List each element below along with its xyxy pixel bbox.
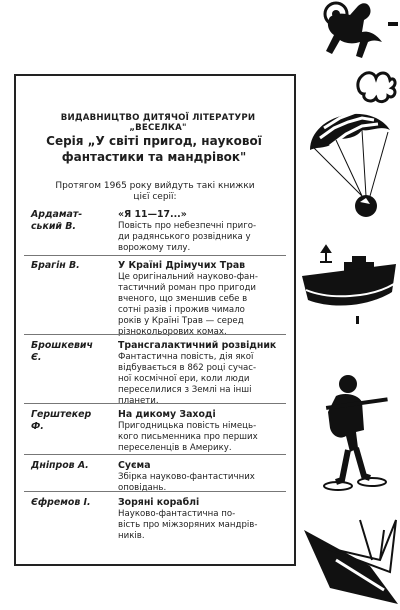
- book-author: [31, 460, 101, 472]
- desc-line: відбувається в 862 році сучас-: [118, 363, 257, 373]
- book-description: [118, 352, 288, 407]
- book-title: У Країні Дрімучих Трав: [118, 260, 246, 271]
- desc-line: Науково-фантастична по-: [118, 509, 236, 519]
- margin-illustrations: [300, 0, 400, 610]
- intro-text: [40, 181, 270, 203]
- book-author: [31, 409, 101, 433]
- desc-line: Це оригінальний науково-фан-: [118, 272, 259, 282]
- intro-line: Протягом 1965 року вийдуть такі книжки: [55, 181, 255, 191]
- desc-line: вість про міжзоряних мандрів-: [118, 520, 258, 530]
- desc-line: кого письменника про перших: [118, 432, 258, 442]
- book-description: [118, 509, 288, 542]
- desc-line: різнокольорових комах.: [118, 327, 227, 337]
- series-title-line: Серія „У світі пригод, наукової: [46, 134, 262, 148]
- author-line: Герштекер Ф.: [31, 409, 92, 432]
- desc-line: Збірка науково-фантастичних: [118, 472, 255, 482]
- author-line: Ардамат-: [31, 209, 83, 220]
- book-title: Суєма: [118, 460, 151, 471]
- book-title: На дикому Заході: [118, 409, 216, 420]
- author-line: Брагін В.: [31, 260, 80, 271]
- entry-divider: [24, 491, 286, 492]
- book-description: [118, 272, 288, 338]
- desc-line: планети.: [118, 396, 159, 406]
- desc-line: вченого, що зменшив себе в: [118, 294, 248, 304]
- series-title-line: фантастики та мандрівок": [61, 150, 247, 164]
- desc-line: років у Країні Трав — серед: [118, 316, 244, 326]
- rider-figure: [325, 3, 398, 102]
- author-line: Єфремов І.: [31, 497, 91, 508]
- book-author: [31, 260, 101, 272]
- desc-line: ної космічної ери, коли люди: [118, 374, 250, 384]
- entry-divider: [24, 334, 286, 335]
- desc-line: оповідань.: [118, 483, 167, 493]
- publisher-heading: ВИДАВНИЦТВО ДИТЯЧОЇ ЛІТЕРАТУРИ „ВЕСЕЛКА": [60, 113, 256, 133]
- book-title: Трансгалактичний розвідник: [118, 340, 277, 351]
- desc-line: переселилися з Землі на інші: [118, 385, 252, 395]
- boat-figure: [302, 246, 396, 324]
- entry-divider: [24, 403, 286, 404]
- desc-line: ників.: [118, 531, 145, 541]
- entry-divider: [24, 255, 286, 256]
- author-line: ський В.: [31, 221, 76, 232]
- book-title: Зоряні кораблі: [118, 497, 200, 508]
- desc-line: Пригодницька повість німець-: [118, 421, 257, 431]
- author-line: Дніпров А.: [31, 460, 89, 471]
- desc-line: ди радянського розвідника у: [118, 232, 251, 242]
- book-title: «Я 11—17...»: [118, 209, 187, 220]
- book-description: [118, 421, 288, 454]
- desc-line: Повість про небезпечні приго-: [118, 221, 257, 231]
- hunter-figure: [324, 375, 388, 490]
- parachute-figure: [310, 112, 390, 217]
- desc-line: сотні разів і прожив чимало: [118, 305, 245, 315]
- desc-line: ворожому тилу.: [118, 243, 191, 253]
- desc-line: переселенців в Америку.: [118, 443, 232, 453]
- book-author: [31, 340, 101, 364]
- series-title: [34, 133, 274, 165]
- author-line: Брошкевич Є.: [31, 340, 93, 363]
- book-author: [31, 497, 101, 509]
- book-description: [118, 221, 288, 254]
- entry-divider: [24, 454, 286, 455]
- intro-line: цієї серії:: [133, 192, 177, 202]
- book-author: [31, 209, 101, 233]
- desc-line: Фантастична повість, дія якої: [118, 352, 254, 362]
- spaceship-figure: [304, 520, 398, 604]
- desc-line: тастичний роман про пригоди: [118, 283, 257, 293]
